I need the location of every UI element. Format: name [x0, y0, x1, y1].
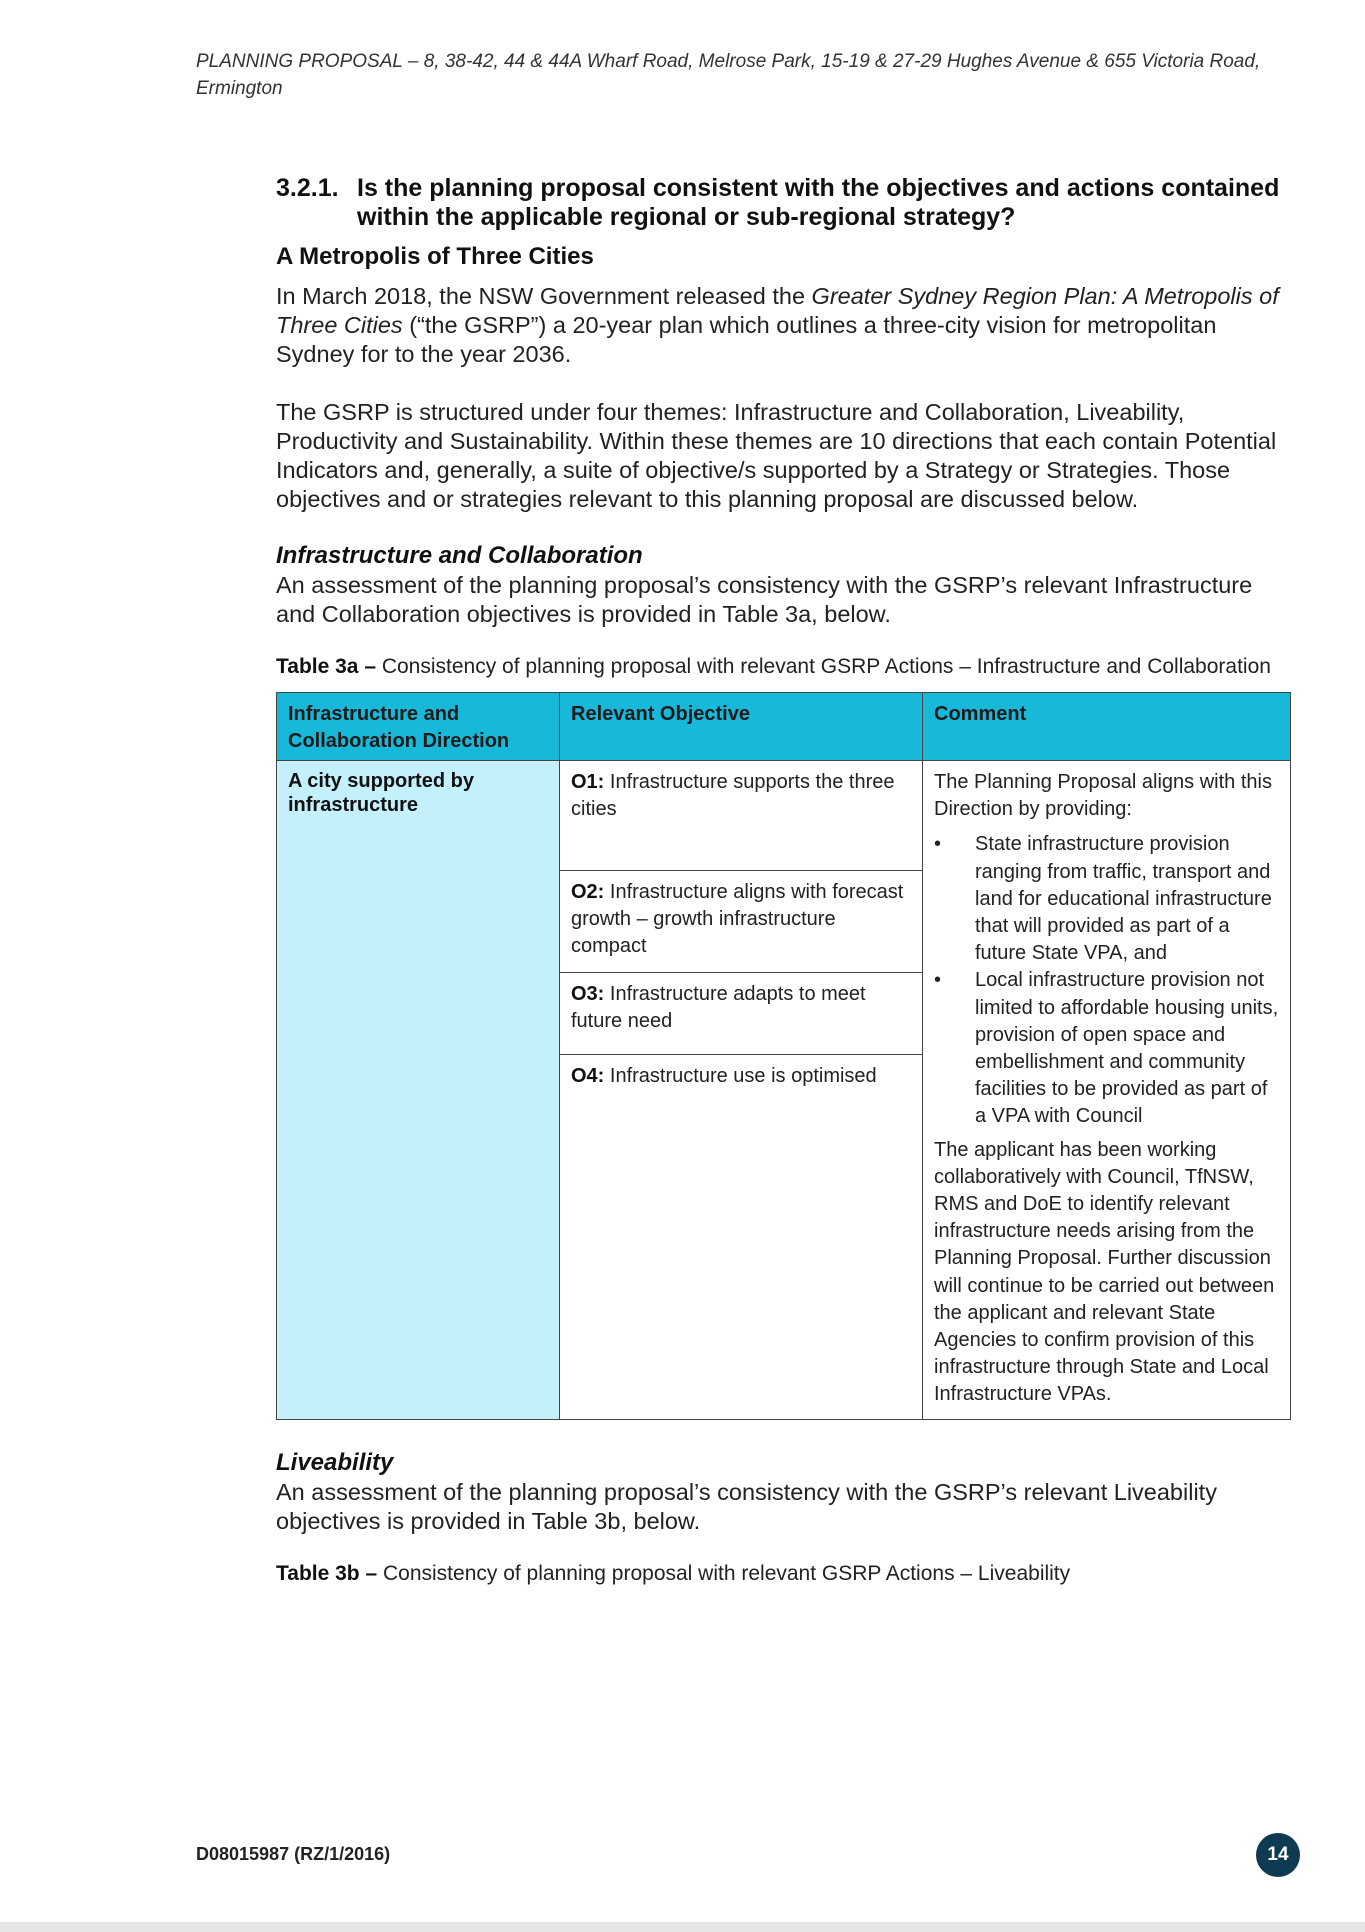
infrastructure-heading: Infrastructure and Collaboration — [276, 542, 643, 569]
caption-text: Consistency of planning proposal with relevant GSRP Actions – Infrastructure and Collaboration — [376, 655, 1271, 678]
metropolis-heading: A Metropolis of Three Cities — [276, 243, 594, 270]
objective-o2 — [560, 870, 922, 972]
table-3a — [276, 692, 1291, 1420]
objective-text: Infrastructure adapts to meet future need — [571, 983, 866, 1032]
page-number-badge: 14 — [1256, 1833, 1300, 1877]
objective-code: O1: — [571, 771, 605, 793]
metropolis-paragraph-1 — [276, 282, 1290, 369]
table-row — [277, 761, 1291, 1420]
paragraph-text: In March 2018, the NSW Government released the — [276, 283, 812, 309]
header-direction: Infrastructure and Collaboration Direction — [277, 693, 560, 761]
objective-text: Infrastructure aligns with forecast growth – growth infrastructure compact — [571, 881, 904, 957]
table-3b-caption — [276, 1561, 1290, 1587]
objective-text: Infrastructure supports the three cities — [571, 771, 895, 820]
objective-code: O4: — [571, 1065, 605, 1087]
comment-bullet-list — [934, 831, 1279, 1130]
caption-label: Table 3b – — [276, 1561, 378, 1585]
page-content — [276, 174, 1290, 1587]
section-title: Is the planning proposal consistent with the objectives and actions contained within the applicable regional or sub-regional strategy? — [357, 174, 1280, 231]
table-header-row — [277, 693, 1291, 761]
header-comment: Comment — [923, 693, 1291, 761]
objective-code: O3: — [571, 983, 605, 1005]
list-item — [934, 967, 1279, 1130]
caption-label: Table 3a – — [276, 655, 376, 678]
paragraph-text: (“the GSRP”) a 20-year plan which outlines a three-city vision for metropolitan Sydney for to the year 2036. — [276, 312, 1217, 367]
header-objective: Relevant Objective — [560, 693, 923, 761]
table-3a-caption — [276, 654, 1290, 680]
infrastructure-intro: An assessment of the planning proposal’s consistency with the GSRP’s relevant Infrastructure and Collaboration objectives is provided in Table 3a, below. — [276, 572, 1253, 627]
liveability-intro: An assessment of the planning proposal’s consistency with the GSRP’s relevant Liveability objectives is provided in Table 3b, below. — [276, 1478, 1217, 1534]
section-heading — [276, 174, 1290, 232]
direction-cell: A city supported by infrastructure — [277, 761, 560, 1420]
running-header: PLANNING PROPOSAL – 8, 38-42, 44 & 44A Wharf Road, Melrose Park, 15-19 & 27-29 Hughes Avenue & 655 Victoria Road, Ermington — [196, 51, 1261, 99]
comment-intro: The Planning Proposal aligns with this Direction by providing: — [934, 771, 1272, 821]
objective-o3 — [560, 972, 922, 1054]
bullet-text: State infrastructure provision ranging from traffic, transport and land for educational infrastructure that will provided as part of a future State VPA, and — [975, 833, 1272, 965]
bullet-icon: • — [934, 833, 942, 856]
objective-text: Infrastructure use is optimised — [604, 1065, 877, 1087]
comment-cell — [923, 761, 1291, 1420]
metropolis-paragraph-2: The GSRP is structured under four themes: Infrastructure and Collaboration, Liveability, Productivity and Sustainability. Within these themes are 10 directions that each contain Potential Indicators and, generally, a suite of objective/s supported by a Strategy or Strategies. Those objectives and or strategies relevant to this planning proposal are discussed below. — [276, 399, 1277, 512]
liveability-heading: Liveability — [276, 1448, 394, 1476]
caption-text: Consistency of planning proposal with relevant GSRP Actions – Liveability — [377, 1561, 1071, 1585]
bullet-icon: • — [934, 969, 942, 992]
plan-title-italic: Greater Sydney Region Plan: A Metropolis of Three Cities — [276, 283, 1279, 338]
objective-o1 — [560, 761, 922, 870]
objective-code: O2: — [571, 881, 605, 903]
document-reference: D08015987 (RZ/1/2016) — [196, 1844, 391, 1864]
objectives-cell — [560, 761, 923, 1420]
bullet-text: Local infrastructure provision not limited to affordable housing units, provision of open space and embellishment and community facilities to be provided as part of a VPA with Council — [975, 969, 1279, 1128]
section-number: 3.2.1. — [276, 174, 339, 202]
objective-o4 — [560, 1054, 922, 1100]
list-item — [934, 831, 1279, 967]
comment-closing: The applicant has been working collaboratively with Council, TfNSW, RMS and DoE to identify relevant infrastructure needs arising from the Planning Proposal. Further discussion will continue to be carried out between the applicant and relevant State Agencies to confirm provision of this infrastructure through State and Local Infrastructure VPAs. — [934, 1138, 1275, 1406]
page-bottom-band — [0, 1922, 1365, 1932]
